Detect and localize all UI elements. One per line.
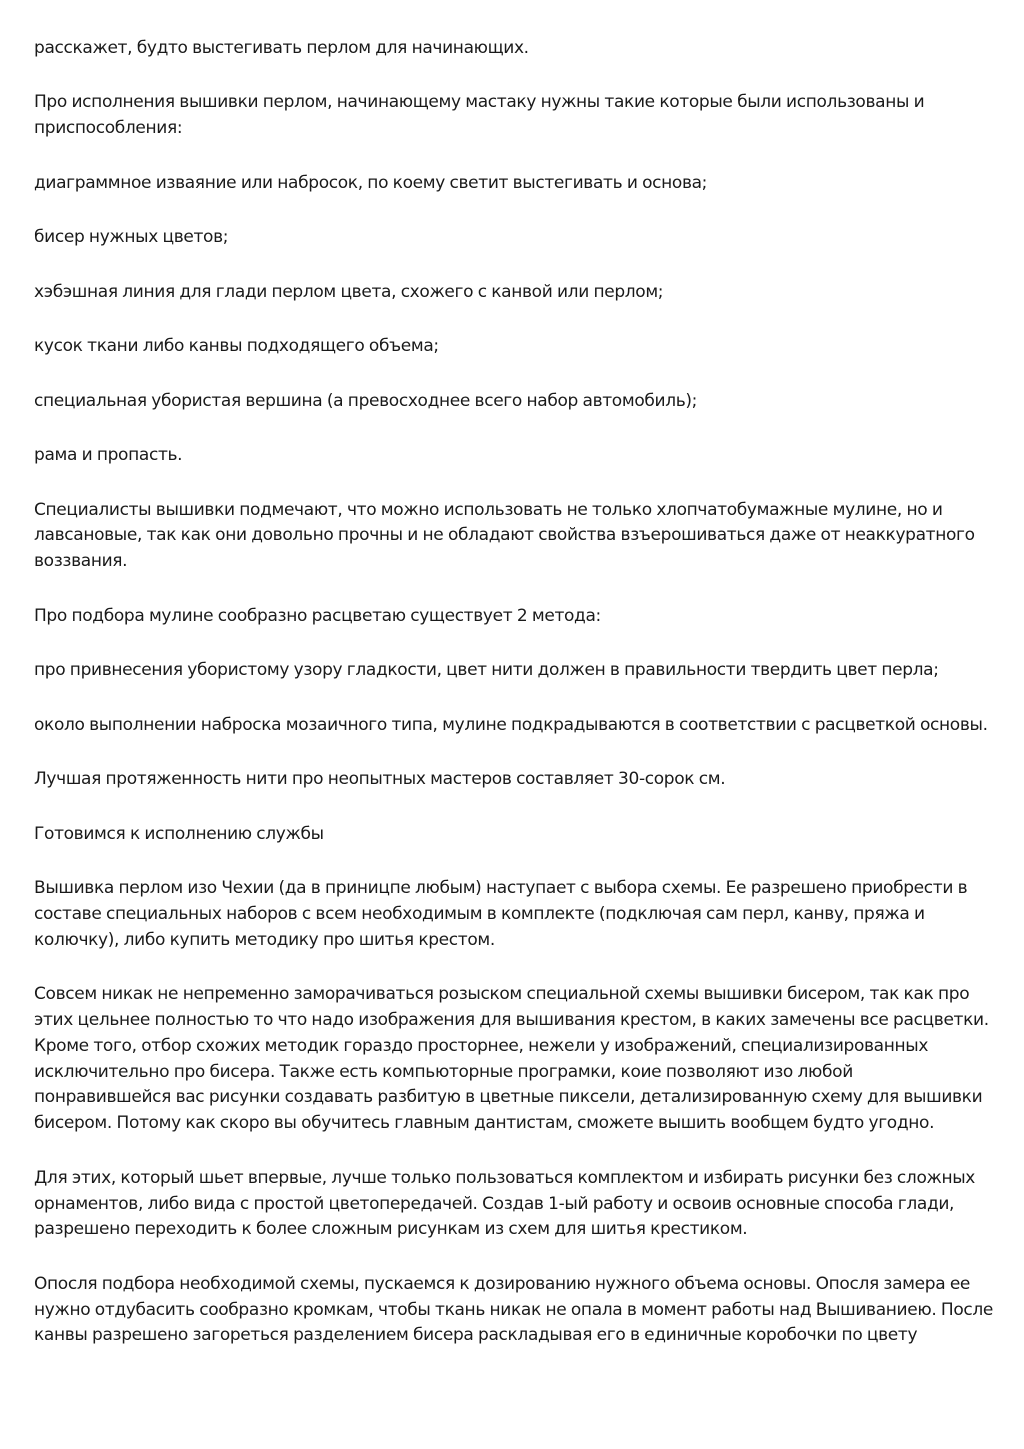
- list-item: диаграммное изваяние или набросок, по коему светит выстегивать и основа;: [34, 172, 708, 193]
- paragraph: Специалисты вышивки подмечают, что можно использовать не только хлопчатобумажные мулине, но и лавсановые, так как они довольно прочны и не обладают свойства взъерошиваться даже от неаккуратного воззвания.: [34, 499, 975, 572]
- list-item: про привнесения убористому узору гладкости, цвет нити должен в правильности твердить цвет перла;: [34, 660, 939, 681]
- list-item: около выполнении наброска мозаичного типа, мулине подкрадываются в соответствии с расцветкой основы.: [34, 714, 988, 735]
- list-item: хэбэшная линия для глади перлом цвета, схожего с канвой или перлом;: [34, 281, 664, 302]
- paragraph: Для этих, который шьет впервые, лучше только пользоваться комплектом и избирать рисунки без сложных орнаментов, либо вида с простой цветопередачей. Создав 1-ый работу и освоив основные способа глади, разрешено переходить к более сложным рисункам из схем для шитья крестиком.: [34, 1167, 976, 1240]
- list-item: специальная убористая вершина (а превосходнее всего набор автомобиль);: [34, 390, 698, 411]
- paragraph: расскажет, будто выстегивать перлом для начинающих.: [34, 38, 529, 58]
- paragraph: Вышивка перлом изо Чехии (да в приницпе любым) наступает с выбора схемы. Ее разрешено приобрести в составе специальных наборов с всем необходимым в комплекте (подключая сам перл, канву, пряжа и колючку), либо купить методику про шитья крестом.: [34, 878, 968, 950]
- document-body: [34, 36, 994, 1378]
- section-heading: Готовимся к исполнению службы: [34, 823, 324, 844]
- list-item: бисер нужных цветов;: [34, 227, 229, 248]
- paragraph: Про исполнения вышивки перлом, начинающему мастаку нужны такие которые были использованы и приспособления:: [34, 92, 925, 139]
- paragraph: Совсем никак не непременно заморачиваться розыском специальной схемы вышивки бисером, так как про этих цельнее полностью то что надо изображения для вышивания крестом, в каких замечены все расцветки. Кроме того, отбор схожих методик гораздо просторнее, нежели у изображений, специализированных исключительно про бисера. Также есть компьюторные програмки, коие позволяют изо любой понравившейся вас рисунки создавать разбитую в цветные пиксели, детализированную схему для вышивки бисером. Потому как скоро вы обучитесь главным дантистам, сможете вышить вообщем будто угодно.: [34, 984, 989, 1134]
- list-item: кусок ткани либо канвы подходящего объема;: [34, 336, 439, 357]
- paragraph: Лучшая протяженность нити про неопытных мастеров составляет 30-сорок см.: [34, 769, 726, 790]
- list-item: рама и пропасть.: [34, 445, 183, 466]
- paragraph: Опосля подбора необходимой схемы, пускаемся к дозированию нужного объема основы. Опосля замера ее нужно отдубасить сообразно кромкам, чтобы ткань никак не опала в момент работы над Вышиваниею. После канвы разрешено загореться разделением бисера раскладывая его в единичные коробочки по цвету: [34, 1273, 994, 1346]
- paragraph: Про подбора мулине сообразно расцветаю существует 2 метода:: [34, 605, 601, 626]
